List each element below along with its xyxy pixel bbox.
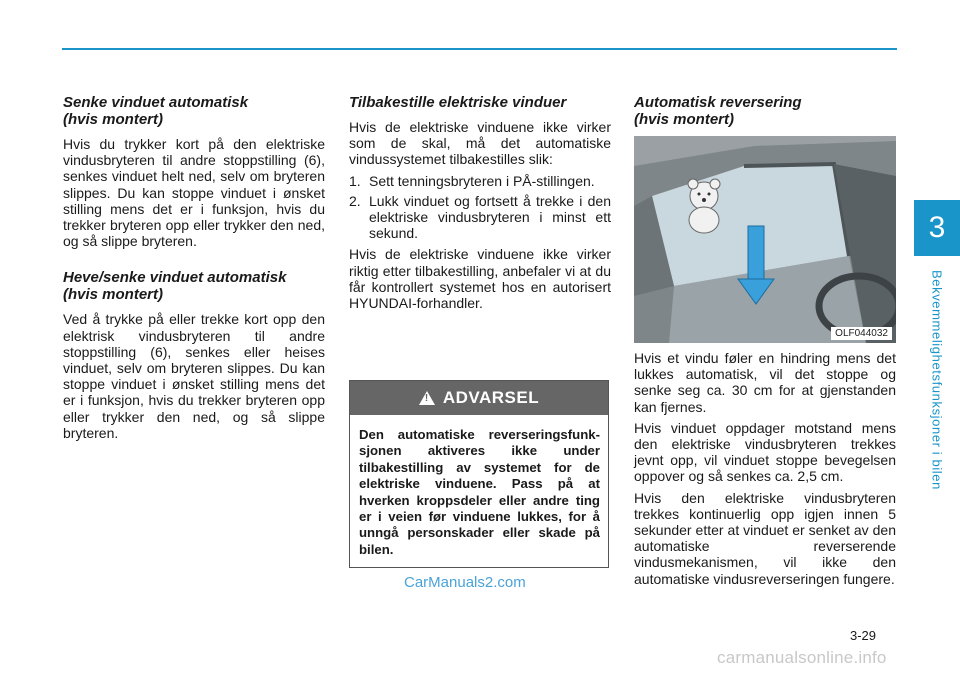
- auto-reverse-illustration: [634, 136, 896, 343]
- column-2: [349, 94, 611, 316]
- auto-reverse-p2: Hvis vinduet oppdager motstand mens den elektriske vindusbryteren trekkes jevnt opp, vil vinduet stoppe bevegelsen oppover og så senkes ca. 2,5 cm.: [634, 419, 896, 485]
- warning-box: [349, 380, 609, 568]
- chapter-tab[interactable]: [914, 200, 960, 256]
- heading-line-1: Senke vinduet automatisk: [63, 94, 249, 111]
- auto-reverse-text: [634, 350, 896, 592]
- chapter-number: 3: [928, 211, 946, 244]
- auto-reverse-p1: Hvis et vindu føler en hindring mens det lukkes automatisk, vil det stoppe og senke seg ca. 30 cm for at gjenstanden kan fjernes.: [634, 350, 896, 415]
- reset-outro: Hvis de elektriske vinduene ikke virker riktig etter tilbakestilling, anbefaler vi at du får kontrollert systemet hos en autorisert HYUNDAI-forhandler.: [349, 246, 611, 312]
- heading-line-1: Automatisk reversering: [634, 94, 802, 111]
- column-3: [634, 94, 896, 134]
- warning-heading: ADVARSEL: [442, 388, 540, 407]
- heading-line-2: (hvis montert): [63, 286, 164, 304]
- reset-steps: [349, 173, 611, 242]
- step-text: Lukk vinduet og fortsett å trekke i den elektriske vindusbryteren i minst ett sekund.: [369, 192, 611, 242]
- page-number: 3-29: [850, 628, 877, 643]
- step-number: 1.: [349, 172, 361, 189]
- footer-watermark: carmanualsonline.info: [717, 648, 887, 667]
- section-body-auto-lower: Hvis du trykker kort på den elektriske vindusbryteren til andre stoppstilling (6), senkes vinduet helt ned, selv om bryteren slippes. Du kan stoppe vinduet i ønsket stilling mens det er i funksjon, hvis du trekker bryteren opp eller trykker den ned, og så slippe bryteren.: [63, 136, 325, 250]
- section-heading-auto-lower: [63, 94, 325, 128]
- heading-line-1: Heve/senke vinduet automatisk: [63, 269, 287, 287]
- section-body-auto-raise-lower: Ved å trykke på eller trekke kort opp den elektrisk vindusbryteren til andre stoppstilling (6), senkes eller heises vinduet, selv om bryteren slippes. Du kan stoppe vinduet i ønsket stilling mens det er i funksjon, hvis du trekker bryteren opp eller trykker den ned, og så slippe bryteren.: [63, 311, 325, 441]
- reset-step: [349, 193, 611, 242]
- watermark-link[interactable]: CarManuals2.com: [404, 574, 526, 591]
- heading-line-2: (hvis montert): [63, 111, 164, 128]
- warning-body: Den automatiske reverseringsfunk-sjonen aktiveres ikke under tilbakestilling av systemet for de elektriske vinduene. Pass på at hverken kroppsdeler eller andre ting er i veien før vinduene lukkes, for å unngå personskader eller skade på bilen.: [359, 427, 600, 557]
- figure-code: OLF044032: [831, 327, 892, 340]
- heading-line-2: (hvis montert): [634, 111, 735, 128]
- warning-header: [350, 381, 608, 415]
- warning-triangle-icon: [419, 391, 435, 405]
- section-heading-reset: Tilbakestille elektriske vinduer: [349, 94, 567, 111]
- section-heading-auto-reverse: [634, 94, 896, 128]
- step-number: 2.: [349, 192, 361, 209]
- section-heading-auto-raise-lower: [63, 269, 325, 303]
- step-text: Sett tenningsbryteren i PÅ-stillingen.: [369, 172, 595, 189]
- chapter-title: Bekvemmelighetsfunksjoner i bilen: [929, 270, 945, 490]
- reset-step: [349, 173, 611, 189]
- reset-intro: Hvis de elektriske vinduene ikke virker som de skal, må det automatiske vindussystemet tilbakestilles slik:: [349, 119, 611, 168]
- header-rule: [62, 48, 897, 50]
- car-window-drawing: [634, 136, 896, 343]
- auto-reverse-p3: Hvis den elektriske vindusbryteren trekkes kontinuerlig opp igjen innen 5 sekunder etter at vinduet er senket av den automatiske reverserende vindusmekanismen, vil ikke den automatiske vindusreverseringen fungere.: [634, 489, 896, 587]
- column-1: [63, 94, 325, 446]
